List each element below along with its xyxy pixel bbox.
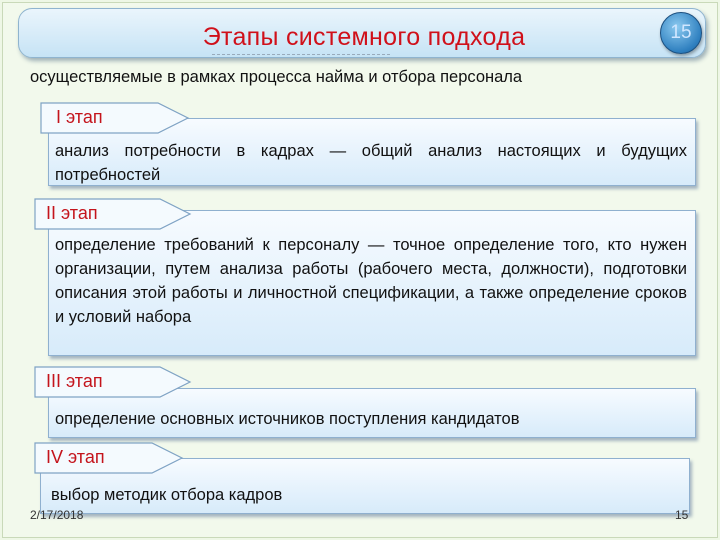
stage-2-label: II этап: [46, 203, 98, 223]
stage-3-label: III этап: [46, 371, 103, 391]
stage-2-text: определение требований к персоналу — точное определение того, кто нужен организации, путем анализа работы (рабочего места, должности), подготовки описания этой работы и личностной спецификации, а также определение сроков и условий набора: [55, 236, 687, 326]
stage-1-label: I этап: [56, 107, 103, 127]
footer-page-number: 15: [675, 508, 689, 522]
stage-3-tag: [34, 366, 194, 398]
slide-title: Этапы системного подхода: [202, 23, 526, 51]
stage-1-tag: [40, 102, 190, 134]
stage-4-tag: [34, 442, 186, 474]
title-underline: [212, 54, 390, 55]
title-bar: [18, 8, 706, 58]
stage-4-label: IV этап: [46, 447, 105, 467]
slide-subtitle: осуществляемые в рамках процесса найма и отбора персонала: [30, 68, 523, 86]
stage-1-text: анализ потребности в кадрах — общий анализ настоящих и будущих потребностей: [55, 142, 687, 184]
stage-3-text: определение основных источников поступления кандидатов: [55, 410, 520, 428]
slide-number-badge: 15: [660, 12, 702, 54]
footer-date: 2/17/2018: [30, 508, 84, 522]
stage-2-tag: [34, 198, 194, 230]
stage-4-text: выбор методик отбора кадров: [51, 486, 283, 504]
